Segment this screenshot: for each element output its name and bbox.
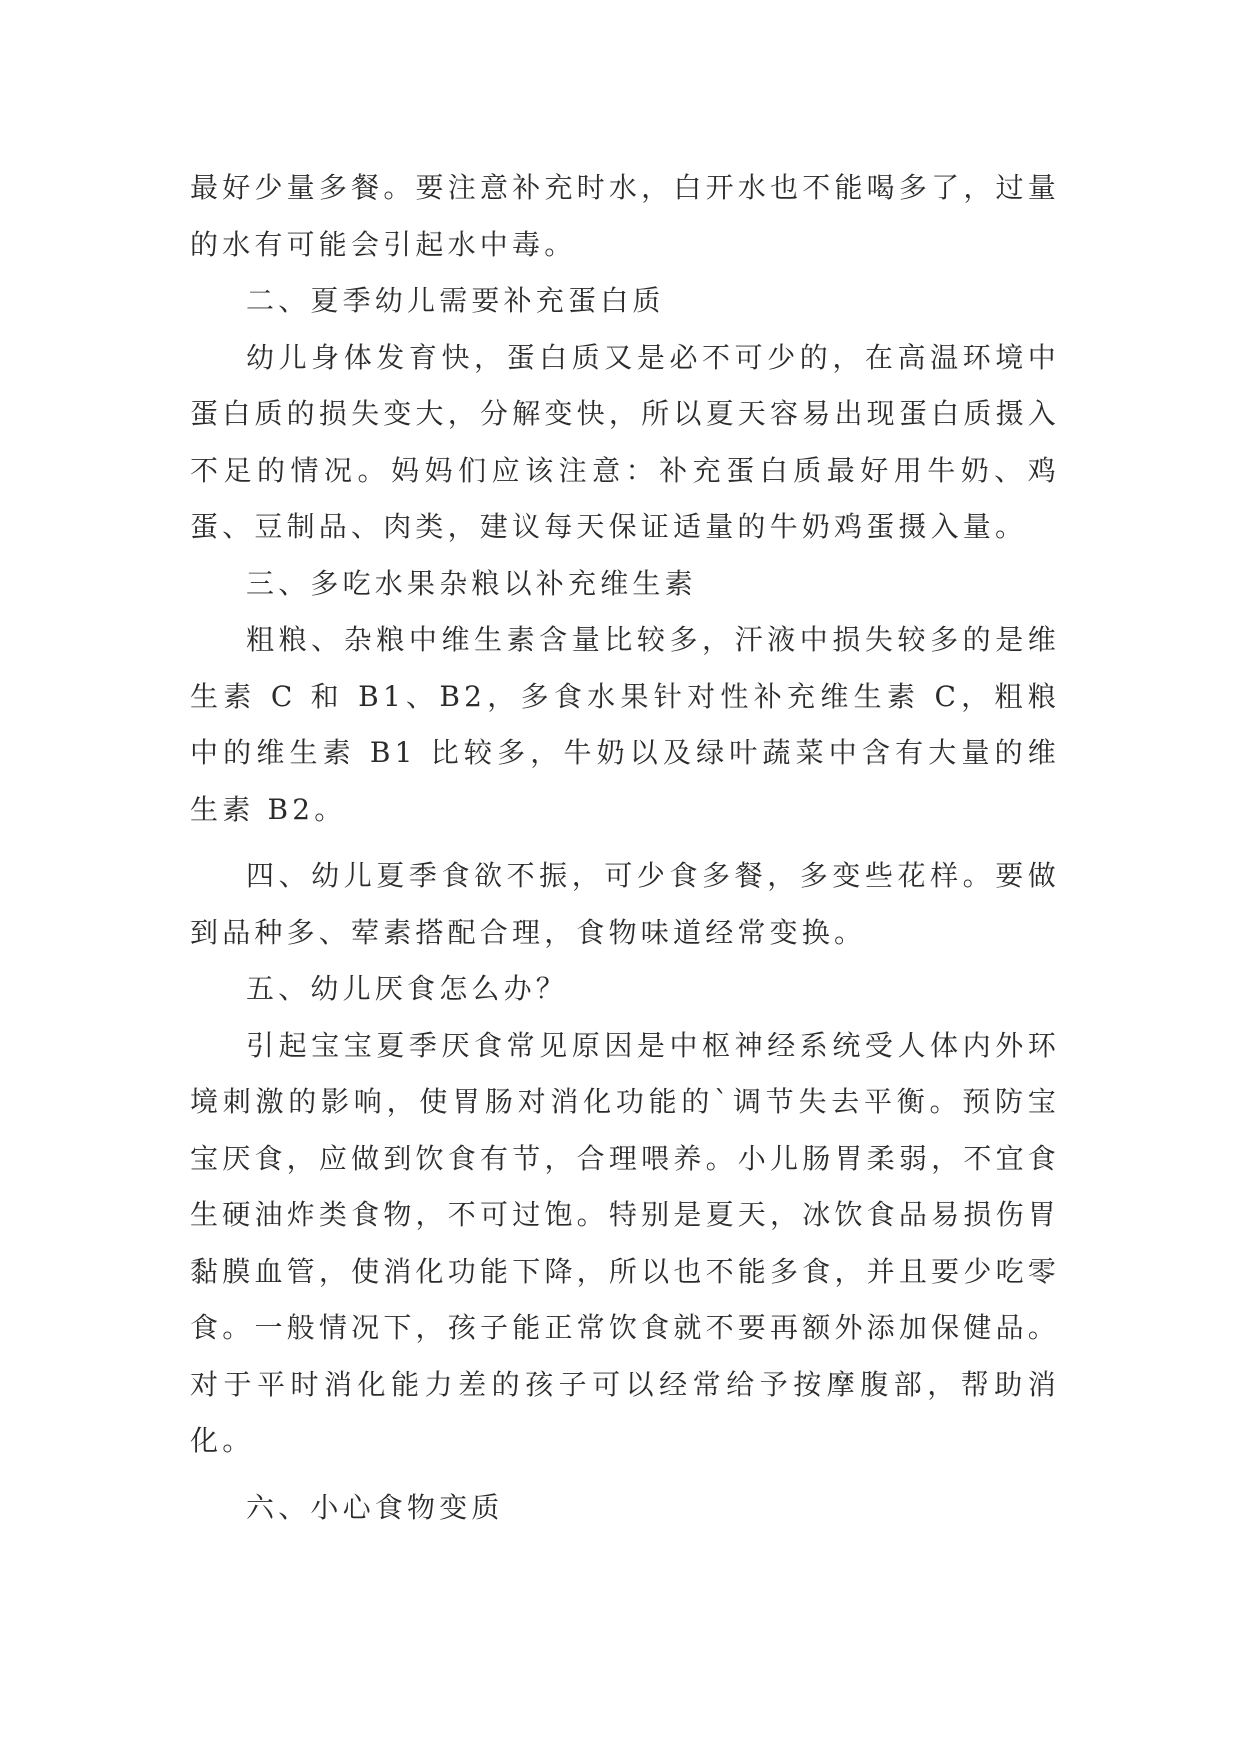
- paragraph-continuation: 最好少量多餐。要注意补充时水，白开水也不能喝多了，过量的水有可能会引起水中毒。: [190, 171, 1060, 261]
- section-heading-3: 三、多吃水果杂粮以补充维生素: [246, 566, 697, 600]
- section-heading-6: 六、小心食物变质: [246, 1490, 504, 1524]
- paragraph-appetite: 四、幼儿夏季食欲不振，可少食多餐，多变些花样。要做到品种多、荤素搭配合理，食物味道经常变换。: [190, 859, 1060, 949]
- section-heading-2: 二、夏季幼儿需要补充蛋白质: [246, 284, 665, 317]
- document-body: [190, 160, 1060, 1536]
- paragraph-protein: 幼儿身体发育快，蛋白质又是必不可少的，在高温环境中蛋白质的损失变大，分解变快，所以夏天容易出现蛋白质摄入不足的情况。妈妈们应该注意：补充蛋白质最好用牛奶、鸡蛋、豆制品、肉类，建议每天保证适量的牛奶鸡蛋摄入量。: [190, 340, 1060, 543]
- paragraph-anorexia: 引起宝宝夏季厌食常见原因是中枢神经系统受人体内外环境刺激的影响，使胃肠对消化功能的`调节失去平衡。预防宝宝厌食，应做到饮食有节，合理喂养。小儿肠胃柔弱，不宜食生硬油炸类食物，不可过饱。特别是夏天，冰饮食品易损伤胃黏膜血管，使消化功能下降，所以也不能多食，并且要少吃零食。一般情况下，孩子能正常饮食就不要再额外添加保健品。对于平时消化能力差的孩子可以经常给予按摩腹部，帮助消化。: [190, 1028, 1060, 1457]
- section-heading-5: 五、幼儿厌食怎么办？: [246, 972, 569, 1005]
- paragraph-vitamins: 粗粮、杂粮中维生素含量比较多，汗液中损失较多的是维生素 C 和 B1、B2，多食水果针对性补充维生素 C，粗粮中的维生素 B1 比较多，牛奶以及绿叶蔬菜中含有大量的维生素 B2。: [190, 623, 1060, 826]
